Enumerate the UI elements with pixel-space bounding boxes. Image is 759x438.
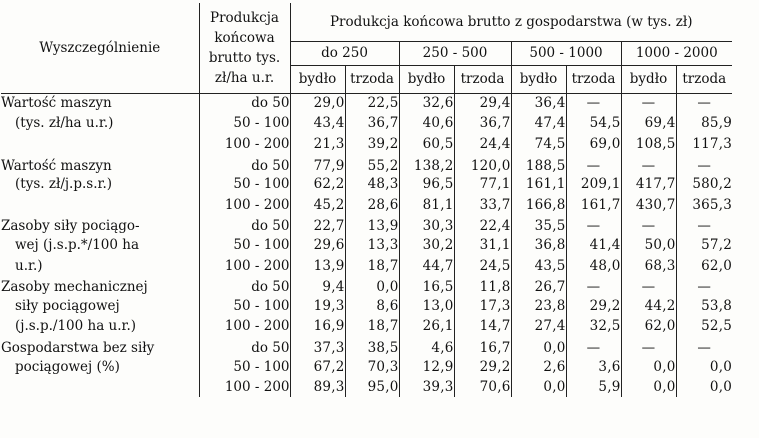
- value-cell: 36,4: [511, 93, 566, 113]
- value-cell: —: [676, 276, 732, 296]
- value-cell: 0,0: [676, 377, 732, 397]
- value-cell: 41,4: [566, 235, 621, 255]
- sub-header: [676, 65, 732, 93]
- value-cell: —: [676, 215, 732, 235]
- row-label: siły pociągowej: [15, 298, 120, 315]
- value-cell: 52,5: [676, 316, 732, 336]
- range-cell: do 50: [199, 93, 290, 113]
- sub-header-text: bydło: [298, 71, 337, 87]
- value-cell: 26,7: [511, 276, 566, 296]
- value-cell: 30,3: [399, 215, 454, 235]
- value-cell: 35,5: [511, 215, 566, 235]
- value-cell: 13,9: [290, 255, 345, 275]
- table-row: [1, 235, 732, 255]
- value-cell: 62,0: [621, 316, 676, 336]
- value-cell: 18,7: [345, 316, 399, 336]
- value-cell: 55,2: [345, 154, 399, 174]
- value-cell: 62,0: [676, 255, 732, 275]
- range-cell: 100 - 200: [199, 255, 290, 275]
- value-cell: 23,8: [511, 296, 566, 316]
- value-cell: —: [621, 215, 676, 235]
- value-cell: 120,0: [454, 154, 511, 174]
- value-cell: 44,7: [399, 255, 454, 275]
- value-cell: 2,6: [511, 357, 566, 377]
- group-header-text: do 250: [321, 45, 368, 61]
- value-cell: —: [676, 337, 732, 357]
- value-cell: 36,7: [345, 113, 399, 133]
- value-cell: 417,7: [621, 174, 676, 194]
- value-cell: 40,6: [399, 113, 454, 133]
- value-cell: 430,7: [621, 194, 676, 214]
- sub-header-text: trzoda: [460, 71, 505, 87]
- value-cell: 117,3: [676, 134, 732, 154]
- sub-header: [399, 65, 454, 93]
- value-cell: 29,4: [454, 93, 511, 113]
- value-cell: 50,0: [621, 235, 676, 255]
- value-cell: 26,1: [399, 316, 454, 336]
- value-cell: 29,6: [290, 235, 345, 255]
- sub-header-text: trzoda: [682, 71, 727, 87]
- value-cell: 8,6: [345, 296, 399, 316]
- value-cell: 0,0: [511, 337, 566, 357]
- range-cell: 100 - 200: [199, 377, 290, 397]
- row-label: (tys. zł/ha u.r.): [15, 115, 114, 132]
- value-cell: 3,6: [566, 357, 621, 377]
- group-header-text: 1000 - 2000: [635, 45, 718, 61]
- value-cell: 43,4: [290, 113, 345, 133]
- value-cell: 24,5: [454, 255, 511, 275]
- sub-header-text: bydło: [407, 71, 446, 87]
- value-cell: 38,5: [345, 337, 399, 357]
- value-cell: 108,5: [621, 134, 676, 154]
- row-label: [1, 377, 199, 397]
- value-cell: 31,1: [454, 235, 511, 255]
- value-cell: 44,2: [621, 296, 676, 316]
- value-cell: 0,0: [621, 357, 676, 377]
- group-header: [399, 41, 511, 65]
- row-label: Wartość maszyn: [1, 95, 112, 112]
- row-label: (tys. zł/j.p.s.r.): [15, 176, 113, 193]
- value-cell: 209,1: [566, 174, 621, 194]
- value-cell: 28,6: [345, 194, 399, 214]
- range-cell: 50 - 100: [199, 235, 290, 255]
- table-row: [1, 215, 732, 235]
- sub-header-text: bydło: [629, 71, 668, 87]
- value-cell: 14,7: [454, 316, 511, 336]
- value-cell: 365,3: [676, 194, 732, 214]
- sub-header: [345, 65, 399, 93]
- value-cell: 32,5: [566, 316, 621, 336]
- range-cell: do 50: [199, 215, 290, 235]
- value-cell: 43,5: [511, 255, 566, 275]
- value-cell: 0,0: [511, 377, 566, 397]
- value-cell: 53,8: [676, 296, 732, 316]
- value-cell: 48,0: [566, 255, 621, 275]
- value-cell: 22,7: [290, 215, 345, 235]
- value-cell: 47,4: [511, 113, 566, 133]
- value-cell: —: [621, 93, 676, 113]
- value-cell: —: [566, 215, 621, 235]
- table-row: [1, 194, 732, 214]
- row-label: [1, 134, 199, 154]
- value-cell: 85,9: [676, 113, 732, 133]
- range-cell: 100 - 200: [199, 194, 290, 214]
- value-cell: 39,2: [345, 134, 399, 154]
- value-cell: 580,2: [676, 174, 732, 194]
- value-cell: 188,5: [511, 154, 566, 174]
- value-cell: 13,0: [399, 296, 454, 316]
- sub-header: [511, 65, 566, 93]
- production-header-line: zł/ha u.r.: [214, 69, 275, 86]
- table-row: [1, 154, 732, 174]
- table-row: [1, 357, 732, 377]
- value-cell: 68,3: [621, 255, 676, 275]
- value-cell: 48,3: [345, 174, 399, 194]
- table-row: [1, 337, 732, 357]
- value-cell: 69,0: [566, 134, 621, 154]
- value-cell: 74,5: [511, 134, 566, 154]
- value-cell: 166,8: [511, 194, 566, 214]
- value-cell: 0,0: [345, 276, 399, 296]
- table-row: [1, 134, 732, 154]
- value-cell: 96,5: [399, 174, 454, 194]
- value-cell: 36,7: [454, 113, 511, 133]
- value-cell: 9,4: [290, 276, 345, 296]
- value-cell: 11,8: [454, 276, 511, 296]
- row-label: u.r.): [15, 257, 43, 274]
- table-row: [1, 296, 732, 316]
- value-cell: 16,7: [454, 337, 511, 357]
- value-cell: —: [566, 337, 621, 357]
- sub-header-text: trzoda: [571, 71, 616, 87]
- value-cell: —: [621, 276, 676, 296]
- value-cell: 62,2: [290, 174, 345, 194]
- table-row: [1, 276, 732, 296]
- range-cell: 100 - 200: [199, 134, 290, 154]
- table-body: [1, 93, 732, 397]
- value-cell: 37,3: [290, 337, 345, 357]
- value-cell: 12,9: [399, 357, 454, 377]
- value-cell: 22,5: [345, 93, 399, 113]
- range-cell: 50 - 100: [199, 113, 290, 133]
- group-header: [290, 41, 399, 65]
- value-cell: 0,0: [621, 377, 676, 397]
- table-row: [1, 316, 732, 336]
- value-cell: 39,3: [399, 377, 454, 397]
- value-cell: 30,2: [399, 235, 454, 255]
- sub-header: [454, 65, 511, 93]
- production-header-line: Produkcja: [210, 9, 279, 26]
- value-cell: 57,2: [676, 235, 732, 255]
- value-cell: 161,1: [511, 174, 566, 194]
- value-cell: 60,5: [399, 134, 454, 154]
- value-cell: 21,3: [290, 134, 345, 154]
- value-cell: —: [566, 154, 621, 174]
- value-cell: 24,4: [454, 134, 511, 154]
- value-cell: 89,3: [290, 377, 345, 397]
- value-cell: 17,3: [454, 296, 511, 316]
- value-cell: 16,5: [399, 276, 454, 296]
- value-cell: 32,6: [399, 93, 454, 113]
- row-label: Zasoby siły pociągo-: [1, 218, 140, 235]
- table-row: [1, 113, 732, 133]
- value-cell: 95,0: [345, 377, 399, 397]
- value-cell: 22,4: [454, 215, 511, 235]
- group-header: [621, 41, 732, 65]
- main-group-header: [290, 3, 732, 41]
- value-cell: 45,2: [290, 194, 345, 214]
- row-label: Wartość maszyn: [1, 157, 112, 174]
- value-cell: —: [621, 337, 676, 357]
- range-cell: 50 - 100: [199, 357, 290, 377]
- value-cell: —: [676, 154, 732, 174]
- value-cell: 77,9: [290, 154, 345, 174]
- range-cell: 50 - 100: [199, 174, 290, 194]
- row-label: wej (j.s.p.*/100 ha: [15, 237, 140, 254]
- table-row: [1, 93, 732, 113]
- table-row: [1, 174, 732, 194]
- value-cell: —: [566, 276, 621, 296]
- main-group-header-text: Produkcja końcowa brutto z gospodarstwa (w tys. zł): [329, 13, 693, 30]
- value-cell: 5,9: [566, 377, 621, 397]
- value-cell: 0,0: [676, 357, 732, 377]
- row-label: (j.s.p./100 ha u.r.): [15, 318, 137, 335]
- value-cell: 4,6: [399, 337, 454, 357]
- value-cell: 19,3: [290, 296, 345, 316]
- label-column-header: [1, 3, 199, 93]
- value-cell: —: [676, 93, 732, 113]
- value-cell: 13,9: [345, 215, 399, 235]
- table-row: [1, 255, 732, 275]
- group-header-text: 250 - 500: [422, 45, 488, 61]
- value-cell: 69,4: [621, 113, 676, 133]
- value-cell: 138,2: [399, 154, 454, 174]
- production-column-header: [199, 3, 290, 93]
- value-cell: 29,2: [566, 296, 621, 316]
- row-label: Zasoby mechanicznej: [1, 279, 148, 296]
- range-cell: do 50: [199, 337, 290, 357]
- range-cell: 50 - 100: [199, 296, 290, 316]
- value-cell: —: [566, 93, 621, 113]
- sub-header-text: bydło: [519, 71, 558, 87]
- sub-header: [290, 65, 345, 93]
- production-header-line: brutto tys.: [208, 49, 281, 66]
- range-cell: do 50: [199, 154, 290, 174]
- value-cell: 70,3: [345, 357, 399, 377]
- label-column-header-text: Wyszczególnienie: [39, 39, 161, 56]
- value-cell: 33,7: [454, 194, 511, 214]
- production-header-line: końcowa: [214, 29, 275, 46]
- row-label: Gospodarstwa bez siły: [1, 340, 155, 357]
- value-cell: 54,5: [566, 113, 621, 133]
- value-cell: 77,1: [454, 174, 511, 194]
- value-cell: 81,1: [399, 194, 454, 214]
- sub-header: [566, 65, 621, 93]
- range-cell: 100 - 200: [199, 316, 290, 336]
- group-header-text: 500 - 1000: [529, 45, 603, 61]
- value-cell: 27,4: [511, 316, 566, 336]
- value-cell: 36,8: [511, 235, 566, 255]
- sub-header-text: trzoda: [350, 71, 394, 87]
- value-cell: 67,2: [290, 357, 345, 377]
- value-cell: 16,9: [290, 316, 345, 336]
- value-cell: —: [621, 154, 676, 174]
- value-cell: 29,0: [290, 93, 345, 113]
- value-cell: 18,7: [345, 255, 399, 275]
- value-cell: 161,7: [566, 194, 621, 214]
- table-row: [1, 377, 732, 397]
- row-label: pociągowej (%): [15, 359, 120, 375]
- sub-header: [621, 65, 676, 93]
- value-cell: 70,6: [454, 377, 511, 397]
- value-cell: 13,3: [345, 235, 399, 255]
- value-cell: 29,2: [454, 357, 511, 377]
- group-header: [511, 41, 621, 65]
- row-label: [1, 194, 199, 214]
- data-table: [1, 3, 732, 397]
- range-cell: do 50: [199, 276, 290, 296]
